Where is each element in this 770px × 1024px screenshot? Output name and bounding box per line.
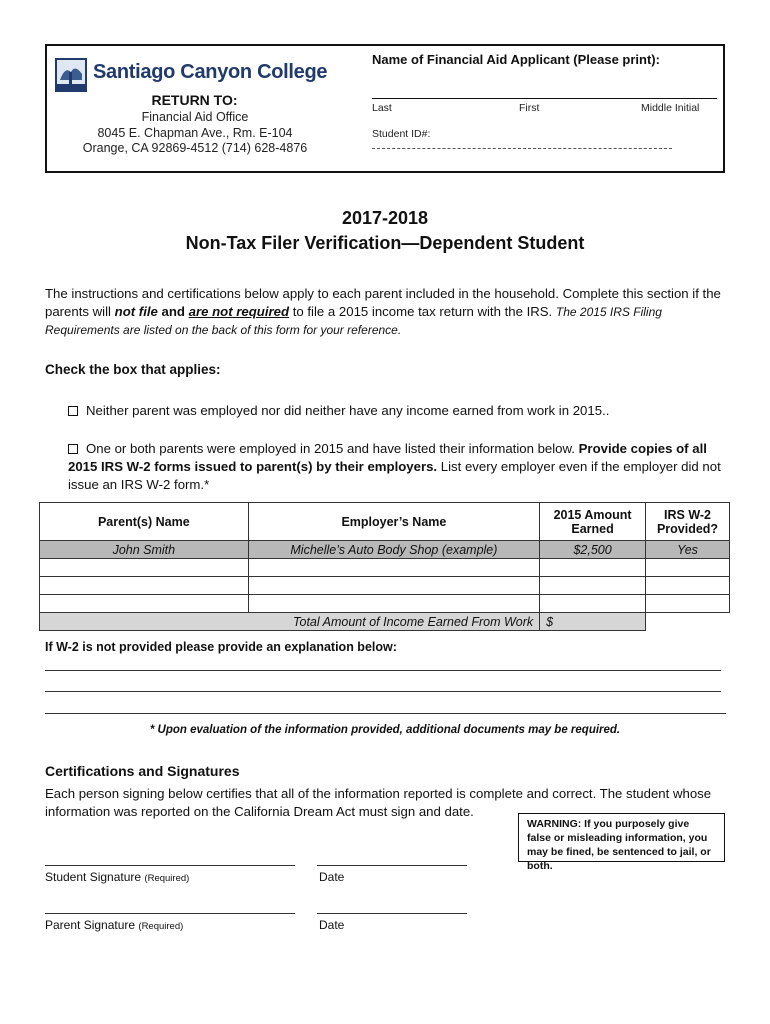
address-line-1: 8045 E. Chapman Ave., Rm. E-104 [97,126,293,140]
applicant-name-label: Name of Financial Aid Applicant (Please print): [372,52,660,67]
student-date-label: Date [319,870,345,884]
return-address-box [45,44,725,173]
student-id-field[interactable] [372,148,672,149]
student-id-label: Student ID#: [372,128,431,140]
certifications-heading: Certifications and Signatures [45,763,240,779]
not-required-text: are not required [188,304,290,319]
neither-parent-checkbox[interactable] [68,406,78,416]
address-line-2: Orange, CA 92869-4512 (714) 628-4876 [82,141,308,155]
form-year: 2017-2018 [341,208,429,228]
total-row [40,613,730,631]
example-row [40,541,730,559]
employer-name-cell[interactable] [248,559,540,577]
student-date-field[interactable] [317,865,467,866]
applicant-name-field[interactable] [372,98,717,99]
parent-name-cell[interactable] [40,559,249,577]
parent-name-cell[interactable] [40,577,249,595]
col-w2-provided: IRS W-2 Provided? [646,503,730,541]
warning-box: WARNING: If you purposely give false or misleading information, you may be fined, be sentenced to jail, or both. [518,813,725,862]
student-signature-field[interactable] [45,865,295,866]
table-row[interactable] [40,577,730,595]
example-amount: $2,500 [540,541,646,559]
student-signature-text: Student Signature [45,870,142,884]
not-file-text: not file [114,304,158,319]
blank-cell [646,613,730,631]
w2-cell[interactable] [646,577,730,595]
office-name: Financial Aid Office [141,110,249,124]
employer-name-cell[interactable] [248,577,540,595]
example-employer: Michelle’s Auto Body Shop (example) [248,541,540,559]
option-parents-employed [68,440,728,494]
option-neither-parent [68,402,728,420]
check-box-heading: Check the box that applies: [45,362,221,377]
intro-paragraph [45,285,730,339]
col-employer-name: Employer’s Name [248,503,540,541]
example-w2: Yes [646,541,730,559]
table-header-row [40,503,730,541]
col-parent-name: Parent(s) Name [40,503,249,541]
parents-employed-checkbox[interactable] [68,444,78,454]
explanation-line-2[interactable] [45,691,721,692]
parent-date-field[interactable] [317,913,467,914]
w2-explanation-heading: If W-2 is not provided please provide an explanation below: [45,640,397,654]
certifications-text: Each person signing below certifies that all of the information reported is complete and correct. The student whose information was reported on the California Dream Act must sign and date. [45,786,712,819]
table-row[interactable] [40,595,730,613]
parent-signature-label [45,918,183,932]
amount-cell[interactable] [540,577,646,595]
parent-name-cell[interactable] [40,595,249,613]
option2-text: One or both parents were employed in 2015 and have listed their information below. [86,441,579,456]
form-title: Non-Tax Filer Verification—Dependent Student [185,233,585,253]
and-text: and [157,304,189,319]
option2-tail-text: List every employer even if the employer did not issue an IRS W-2 form.* [68,459,721,492]
total-label: Total Amount of Income Earned From Work [40,613,540,631]
amount-cell[interactable] [540,595,646,613]
parent-date-label: Date [319,918,345,932]
explanation-line-1[interactable] [45,670,721,671]
explanation-line-3[interactable] [45,713,726,714]
example-parent: John Smith [40,541,249,559]
w2-cell[interactable] [646,559,730,577]
total-amount-cell[interactable]: $ [540,613,646,631]
first-name-label: First [519,102,540,114]
employer-table [39,502,730,631]
footnote: * Upon evaluation of the information provided, additional documents may be required. [149,724,621,736]
student-signature-label [45,870,189,884]
parent-signature-field[interactable] [45,913,295,914]
required-note: (Required) [138,921,184,932]
parent-signature-text: Parent Signature [45,918,136,932]
col-amount-earned: 2015 Amount Earned [540,503,646,541]
last-name-label: Last [372,102,392,114]
amount-cell[interactable] [540,559,646,577]
intro-italic-note: The 2015 IRS Filing Requirements are listed on the back of this form for your reference. [45,305,662,337]
required-note: (Required) [144,873,190,884]
table-row[interactable] [40,559,730,577]
option1-text: Neither parent was employed nor did neither have any income earned from work in 2015.. [86,403,610,418]
middle-initial-label: Middle Initial [641,102,700,114]
w2-cell[interactable] [646,595,730,613]
intro-text-2: to file a 2015 income tax return with the IRS. [289,304,556,319]
employer-name-cell[interactable] [248,595,540,613]
return-to-label: RETURN TO: [151,92,238,108]
college-logo [55,58,345,92]
tree-logo-icon [55,58,87,92]
option2-bold-text: Provide copies of all 2015 IRS W-2 forms issued to parent(s) by their employers. [68,441,707,474]
college-name: Santiago Canyon College [93,61,328,83]
intro-text-1: The instructions and certifications below apply to each parent included in the household. Complete this section if the parents will [45,286,721,319]
